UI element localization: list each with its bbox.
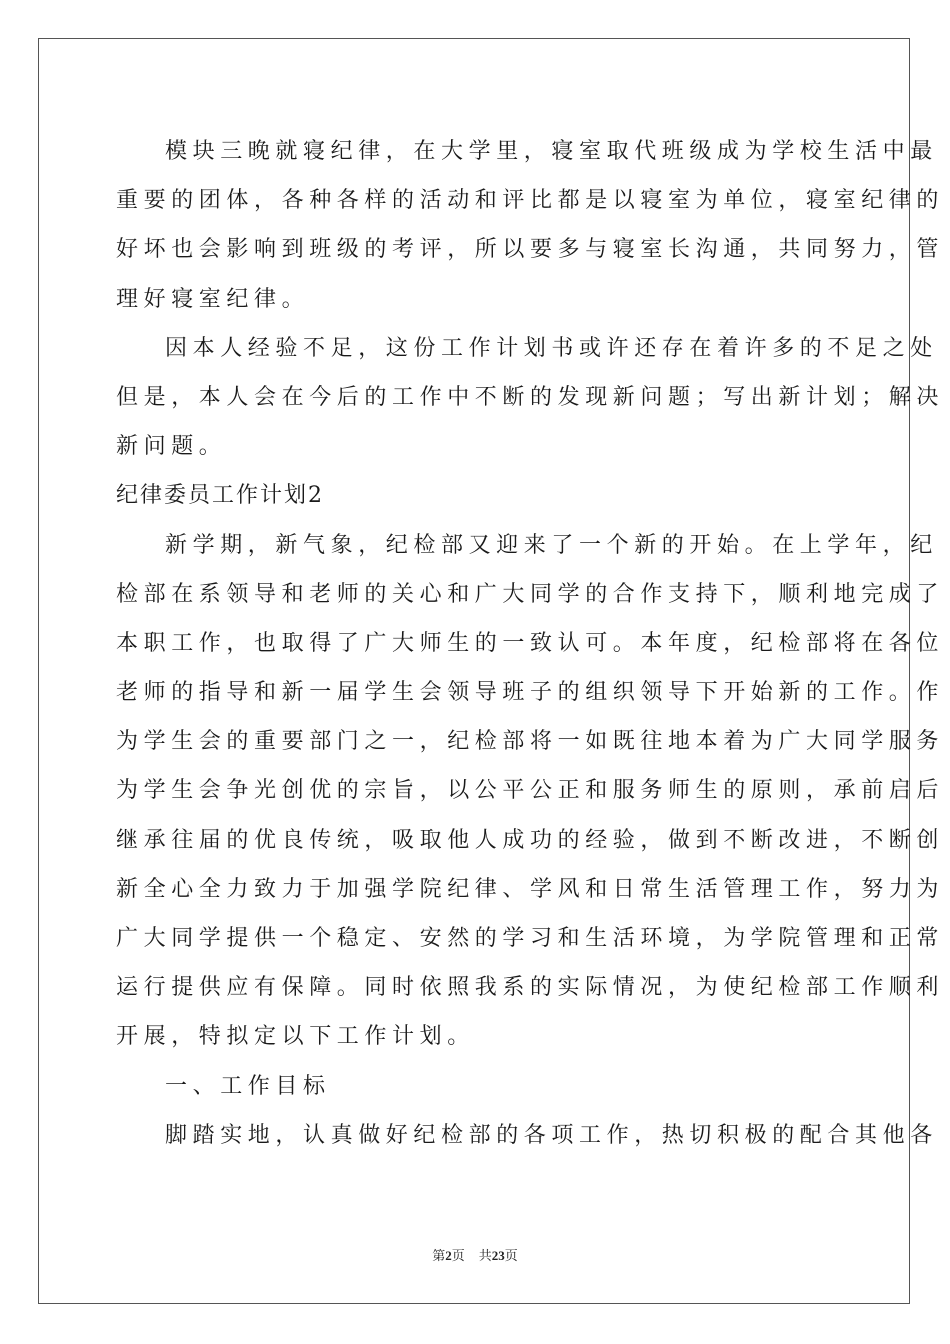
section-title: 纪律委员工作计划2 (116, 483, 324, 509)
paragraph-line: 因本人经验不足，这份工作计划书或许还存在着许多的不足之处 (165, 335, 938, 361)
paragraph-line: 新全心全力致力于加强学院纪律、学风和日常生活管理工作，努力为 (116, 876, 945, 902)
paragraph-line: 脚踏实地，认真做好纪检部的各项工作，热切积极的配合其他各 (165, 1122, 938, 1148)
paragraph-line: 运行提供应有保障。同时依照我系的实际情况，为使纪检部工作顺利 (116, 975, 945, 1001)
paragraph-line: 开展，特拟定以下工作计划。 (116, 1024, 475, 1050)
paragraph-line: 模块三晚就寝纪律，在大学里，寝室取代班级成为学校生活中最 (165, 139, 938, 164)
paragraph-line: 检部在系领导和老师的关心和广大同学的合作支持下，顺利地完成了 (116, 581, 945, 607)
page-number: 2 (445, 1248, 452, 1263)
page-footer (0, 1245, 950, 1264)
paragraph-line: 好坏也会影响到班级的考评，所以要多与寝室长沟通，共同努力，管 (116, 237, 945, 263)
document-body (116, 127, 945, 1160)
paragraph-line: 新学期，新气象，纪检部又迎来了一个新的开始。在上学年，纪 (165, 532, 938, 558)
paragraph-line: 广大同学提供一个稳定、安然的学习和生活环境，为学院管理和正常 (116, 926, 945, 951)
paragraph-line: 为学生会争光创优的宗旨，以公平公正和服务师生的原则，承前启后 (116, 778, 945, 804)
total-pages: 23 (491, 1248, 505, 1263)
page-label-prefix: 第 (432, 1248, 446, 1263)
total-label-suffix: 页 (504, 1248, 518, 1263)
total-label-prefix: 共 (478, 1248, 492, 1263)
page-label-suffix: 页 (451, 1248, 465, 1263)
subsection-heading: 一、工作目标 (165, 1073, 331, 1099)
paragraph-line: 但是，本人会在今后的工作中不断的发现新问题；写出新计划；解决 (116, 384, 945, 410)
paragraph-line: 新问题。 (116, 434, 227, 460)
paragraph-line: 为学生会的重要部门之一，纪检部将一如既往地本着为广大同学服务 (116, 729, 945, 755)
paragraph-line: 老师的指导和新一届学生会领导班子的组织领导下开始新的工作。作 (116, 680, 945, 706)
paragraph-line: 重要的团体，各种各样的活动和评比都是以寝室为单位，寝室纪律的 (116, 188, 945, 214)
paragraph-line: 继承往届的优良传统，吸取他人成功的经验，做到不断改进，不断创 (116, 827, 945, 853)
paragraph-line: 本职工作，也取得了广大师生的一致认可。本年度，纪检部将在各位 (116, 630, 945, 656)
paragraph-line: 理好寝室纪律。 (116, 286, 310, 312)
